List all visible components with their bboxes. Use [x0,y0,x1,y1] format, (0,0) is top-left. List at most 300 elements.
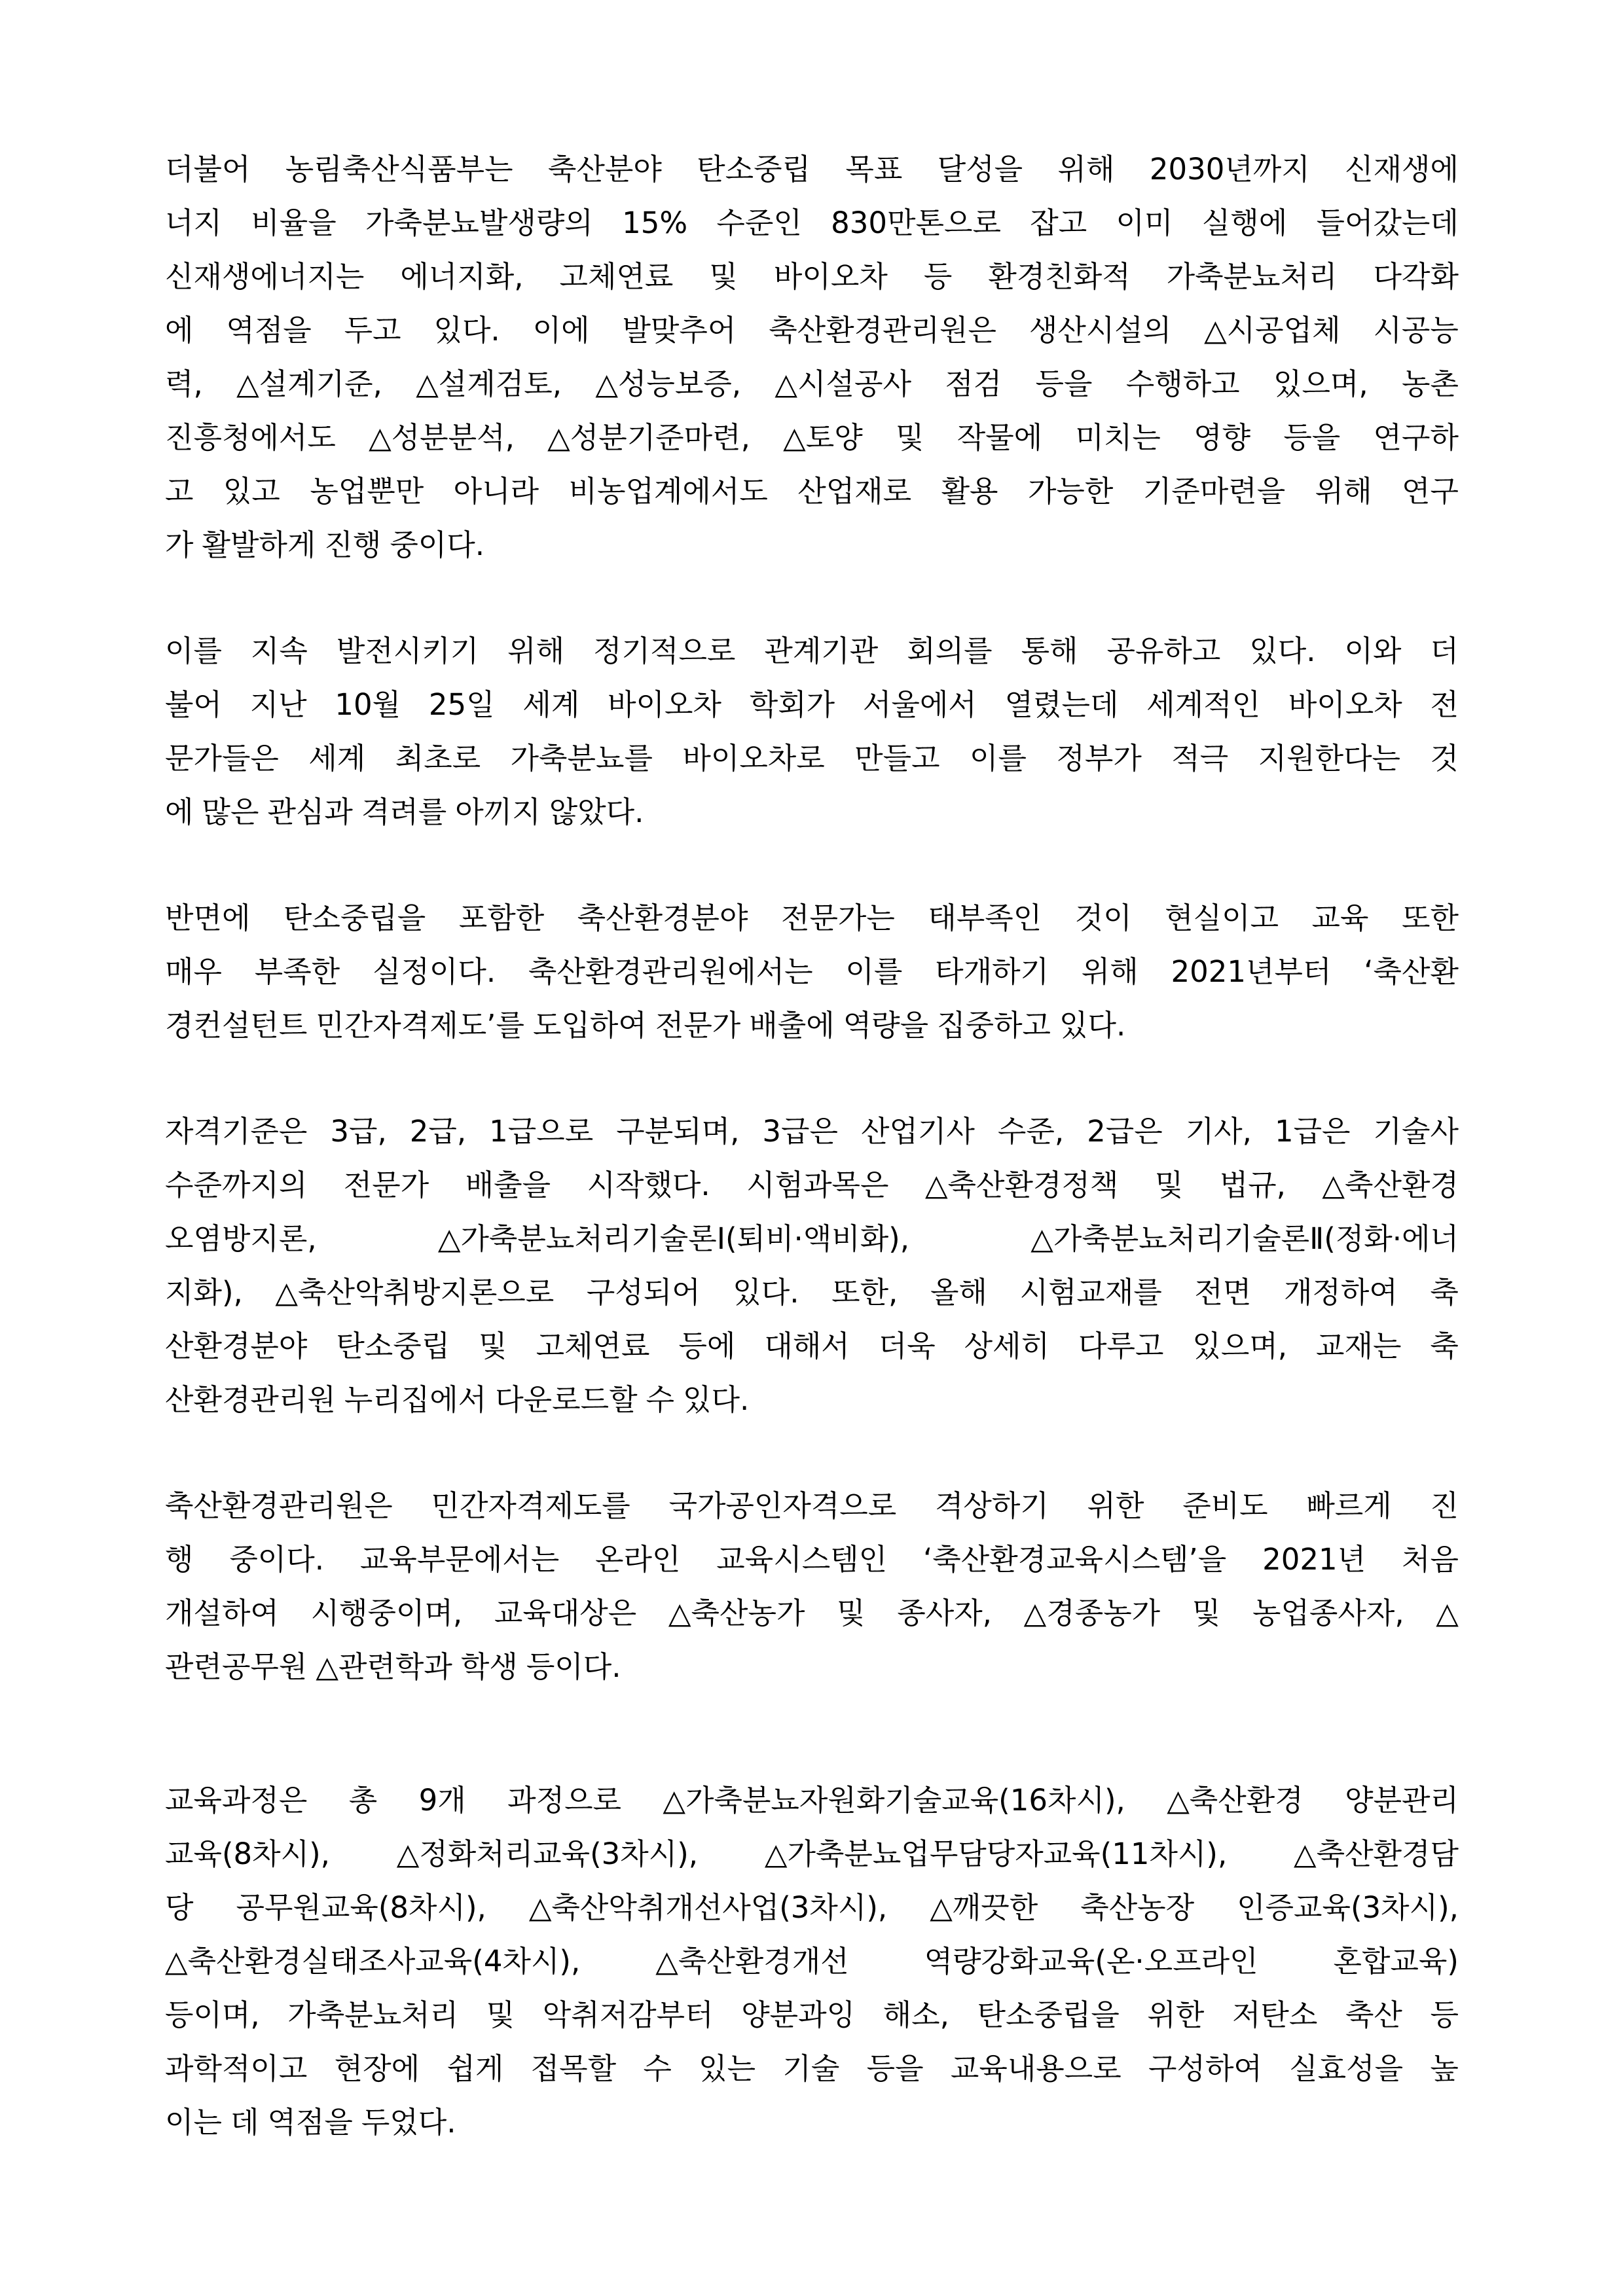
word: 에 [165,313,194,348]
word: 데 [230,2105,259,2140]
word: 부족한 [254,954,340,989]
word: 에너지화, [400,259,524,294]
word: 산업재로 [797,474,912,509]
word: 산환경관리원 [165,1382,336,1417]
word: 저탄소 [1231,1998,1318,2032]
word: 신재생에 [1345,152,1459,187]
text-line [165,1266,1459,1319]
word: 진 [1430,1488,1459,1523]
word: 이를 [165,634,222,668]
word: 대해서 [764,1329,850,1363]
word: 상세히 [964,1329,1050,1363]
paragraph-biochar-conference [165,624,1459,839]
word: △토양 [783,420,863,455]
text-line [165,304,1459,357]
word: 접목할 [530,2051,617,2086]
word: △ [1436,1596,1459,1630]
word: 미치는 [1075,420,1161,455]
word: 과학적이고 [165,2051,308,2086]
word: 비율을 [251,206,337,240]
word: 더욱 [878,1329,936,1363]
word: 목표 [845,152,903,187]
word: 및 [709,259,738,294]
text-line [165,2096,1459,2149]
word: 전문가 [343,1168,429,1202]
word: 더불어 [165,152,251,187]
text-line [165,196,1459,250]
word: 쉽게 [447,2051,504,2086]
word: 가축분뇨발생량의 [365,206,593,240]
word: 25일 [428,687,495,722]
word: 교육(8차시), [165,1837,330,1871]
word: 배출에 [749,1008,835,1043]
word: 교재는 [1316,1329,1402,1363]
word: △축산악취개선사업(3차시), [528,1890,888,1925]
word: 수 [643,2051,672,2086]
word: 2030년까지 [1149,152,1310,187]
word: 있다. [1059,1008,1126,1043]
word: 전문가 [655,1008,741,1043]
word: 있는 [699,2051,756,2086]
word: 이에 [532,313,590,348]
word: △깨끗한 [930,1890,1038,1925]
word: 수준인 [716,206,802,240]
word: 실행에 [1201,206,1288,240]
word: 축 [1430,1275,1459,1310]
text-line [165,2042,1459,2096]
word: 교육부문에서는 [359,1542,560,1577]
word: 더 [1430,634,1459,668]
word: 전문가는 [780,901,895,935]
word: 고 [165,474,194,509]
word: 축산 [1345,1998,1402,2032]
word: 교육대상은 [494,1596,637,1630]
word: 3급, [330,1114,387,1149]
word: 지화), [165,1275,243,1310]
word: 포함한 [458,901,545,935]
word: 경컨설턴트 [165,1008,308,1043]
word: 악취저감부터 [542,1998,714,2032]
word: 공무원교육(8차시), [236,1890,486,1925]
text-line [165,1587,1459,1640]
word: 관심과 [267,795,353,829]
word: 및 [486,1998,515,2032]
word: 아끼지 [455,795,541,829]
word: 기술사 [1373,1114,1459,1149]
word: 등이며, [165,1998,260,2032]
word: 탄소중립을 [977,1998,1120,2032]
text-line [165,732,1459,785]
word: 위한 [1147,1998,1205,2032]
word: 등 [1430,1998,1459,2032]
word: 점검 [945,367,1002,401]
word: 등을 [866,2051,924,2086]
word: 것 [1430,741,1459,776]
word: 가능한 [1027,474,1114,509]
word: △설계기준, [236,367,382,401]
word: ‘축산환 [1364,954,1459,989]
word: 격려를 [361,795,447,829]
word: 가축분뇨처리 [1166,259,1338,294]
word: 시공능 [1373,313,1459,348]
word: △시공업체 [1204,313,1341,348]
word: 해소, [883,1998,949,2032]
word: 통해 [1021,634,1078,668]
word: 진흥청에서도 [165,420,336,455]
word: 행 [165,1542,194,1577]
word: 빠르게 [1306,1488,1392,1523]
word: 이는 [165,2105,222,2140]
word: △성분기준마련, [547,420,750,455]
word: 축산환경관리원은 [165,1488,393,1523]
word: △가축분뇨자원화기술교육(16차시), [663,1783,1125,1818]
word: 이를 [845,954,903,989]
word: 축산환경관리원에서는 [528,954,813,989]
word: △경종농가 [1023,1596,1161,1630]
text-line [165,891,1459,945]
word: 작물에 [957,420,1043,455]
word: 및 [1154,1168,1184,1202]
word: 발맞추어 [622,313,737,348]
word: 열렸는데 [1004,687,1119,722]
word: 연구 [1402,474,1459,509]
word: 다운로드할 [495,1382,638,1417]
word: 배출을 [465,1168,551,1202]
word: △시설공사 [775,367,911,401]
word: 바이오차 [773,259,888,294]
word: 이와 [1344,634,1402,668]
word: 등에 [678,1329,736,1363]
word: 너지 [165,206,222,240]
word: 시작했다. [587,1168,710,1202]
word: 위해 [1057,152,1115,187]
word: 있다. [683,1382,750,1417]
word: 또한, [831,1275,898,1310]
word: 두고 [344,313,401,348]
word: 구분되며, [616,1114,740,1149]
word: 가축분뇨를 [510,741,653,776]
word: 등이다. [526,1649,621,1684]
word: 고체연료 [559,259,674,294]
word: 비농업계에서도 [568,474,768,509]
word: 세계적인 [1146,687,1261,722]
word: 구성하여 [1148,2051,1262,2086]
word: 교육과정은 [165,1783,308,1818]
word: 수 [646,1382,675,1417]
word: 바이오차 [1288,687,1402,722]
word: 양분과잉 [741,1998,856,2032]
word: 가축분뇨처리 [287,1998,459,2032]
word: 있고 [223,474,280,509]
word: 등을 [1283,420,1341,455]
word: 발전시키기 [336,634,479,668]
word: 있으며, [1273,367,1368,401]
word: △성능보증, [595,367,742,401]
word: 혼합교육) [1333,1944,1459,1979]
text-line [165,518,1459,572]
word: 반면에 [165,901,251,935]
text-line [165,1827,1459,1881]
paragraph-education-courses [165,1774,1459,2149]
word: 것이 [1074,901,1132,935]
word: 및 [837,1596,866,1630]
word: 기술 [782,2051,840,2086]
text-line [165,250,1459,304]
word: 2급은 [1087,1114,1163,1149]
word: 탄소중립을 [283,901,426,935]
text-line [165,1319,1459,1373]
word: 위한 [1087,1488,1144,1523]
word: 정기적으로 [593,634,736,668]
word: 에 [165,795,194,829]
word: 역점을 [226,313,312,348]
word: 않았다. [549,795,644,829]
paragraph-education-system [165,1479,1459,1694]
word: 지속 [250,634,308,668]
text-line [165,357,1459,411]
word: 국가공인자격으로 [668,1488,897,1523]
word: 있다. [733,1275,799,1310]
word: 정부가 [1056,741,1142,776]
word: 위해 [1315,474,1372,509]
word: 누리집에서 [344,1382,487,1417]
word: 축산분야 [547,152,662,187]
word: △축산환경개선 [655,1944,849,1979]
text-line [165,1479,1459,1533]
word: 시험교재를 [1019,1275,1162,1310]
word: 다각화 [1373,259,1459,294]
word: 산업기사 [860,1114,975,1149]
paragraph-biochar-policy [165,143,1459,572]
word: 집중하고 [937,1008,1051,1043]
word: △축산악취방지론으로 [275,1275,555,1310]
word: 시험과목은 [746,1168,889,1202]
word: △축산농가 [668,1596,805,1630]
word: 생산시설의 [1029,313,1172,348]
word: 세계 [308,741,366,776]
word: 두었다. [361,2105,456,2140]
word: △축산환경담 [1294,1837,1459,1871]
text-line [165,1373,1459,1427]
word: 총 [348,1783,378,1818]
word: 학회가 [749,687,835,722]
word: 연구하 [1373,420,1459,455]
word: △축산환경정책 [924,1168,1119,1202]
word: 자격기준은 [165,1114,308,1149]
text-line [165,143,1459,196]
word: 온라인 [595,1542,681,1577]
word: 축 [1430,1329,1459,1363]
word: 지난 [249,687,307,722]
text-line [165,1640,1459,1694]
document-page [165,143,1459,2149]
word: 력, [165,367,203,401]
word: ‘축산환경교육시스템’을 [922,1542,1227,1577]
word: 진행 [324,528,382,562]
text-line [165,411,1459,465]
word: 2021년 [1262,1542,1366,1577]
word: 공유하고 [1106,634,1221,668]
word: 법규, [1219,1168,1286,1202]
word: 830만톤으로 [831,206,1001,240]
word: 전 [1430,687,1459,722]
word: 있으며, [1192,1329,1288,1363]
word: 축산환경분야 [577,901,748,935]
text-line [165,945,1459,999]
word: 서울에서 [862,687,977,722]
word: 활용 [941,474,998,509]
word: 들어갔는데 [1316,206,1459,240]
text-line [165,1935,1459,1988]
word: 역점을 [267,2105,353,2140]
text-line [165,624,1459,678]
word: 고체연료 [536,1329,650,1363]
word: 가 [165,528,194,562]
word: △관련학과 [316,1649,452,1684]
word: 구성되어 [586,1275,701,1310]
text-line [165,1774,1459,1827]
word: 준비도 [1182,1488,1268,1523]
word: 최초로 [395,741,481,776]
word: 세계 [522,687,580,722]
text-line [165,465,1459,518]
word: 있다. [1249,634,1316,668]
word: 위해 [1081,954,1139,989]
word: 활발하게 [202,528,316,562]
word: 탄소중립 [336,1329,450,1363]
word: 다루고 [1078,1329,1164,1363]
word: 높 [1430,2051,1459,2086]
word: △축산환경 [1322,1168,1459,1202]
word: 회의를 [907,634,993,668]
word: 등을 [1035,367,1093,401]
word: 10월 [335,687,401,722]
word: 농촌 [1402,367,1459,401]
word: 현실이고 [1165,901,1279,935]
word: 교육내용으로 [950,2051,1122,2086]
word: △축산환경 [1167,1783,1304,1818]
paragraph-certification-grades [165,1105,1459,1427]
word: 인증교육(3차시), [1237,1890,1459,1925]
word: 태부족인 [928,901,1042,935]
word: 등 [923,259,953,294]
word: 15% [622,206,688,240]
text-line [165,678,1459,732]
word: 기사, [1185,1114,1252,1149]
word: 바이오차로 [682,741,825,776]
word: 바이오차 [608,687,721,722]
word: 매우 [165,954,222,989]
word: 올해 [930,1275,987,1310]
word: 환경친화적 [988,259,1131,294]
word: 수준까지의 [165,1168,308,1202]
word: △설계검토, [416,367,562,401]
word: 많은 [202,795,259,829]
word: △축산환경실태조사교육(4차시), [165,1944,581,1979]
word: 및 [1192,1596,1221,1630]
word: 9개 [418,1783,466,1818]
word: 3급은 [762,1114,838,1149]
text-line [165,1988,1459,2042]
word: 영향 [1194,420,1251,455]
text-line [165,785,1459,839]
word: 잡고 [1030,206,1087,240]
text-line [165,999,1459,1052]
word: 타개하기 [935,954,1049,989]
word: 관계기관 [764,634,879,668]
word: 기준마련을 [1142,474,1286,509]
word: 격상하기 [934,1488,1049,1523]
word: 민간자격제도를 [431,1488,630,1523]
word: 민간자격제도’를 [316,1008,524,1043]
word: 지원한다는 [1258,741,1401,776]
word: 만들고 [854,741,940,776]
word: 농업종사자, [1252,1596,1404,1630]
word: 수준, [997,1114,1065,1149]
text-line [165,1158,1459,1212]
word: 달성을 [937,152,1023,187]
word: 농업뿐만 [310,474,424,509]
word: 실정이다. [372,954,496,989]
word: 오염방지론, [165,1221,317,1256]
word: 이미 [1116,206,1173,240]
word: 종사자, [897,1596,992,1630]
word: 관련공무원 [165,1649,308,1684]
text-line [165,1212,1459,1266]
word: 중이다. [229,1542,325,1577]
word: 역량을 [843,1008,929,1043]
word: 불어 [165,687,222,722]
word: 수행하고 [1125,367,1240,401]
word: 이를 [970,741,1027,776]
text-line [165,1533,1459,1587]
word: 1급은 [1274,1114,1351,1149]
word: 도입하여 [532,1008,647,1043]
word: 신재생에너지는 [165,259,365,294]
word: 산환경분야 [165,1329,308,1363]
word: 교육시스템인 [716,1542,888,1577]
word: 농림축산식품부는 [285,152,513,187]
word: 또한 [1401,901,1459,935]
word: 양분관리 [1345,1783,1459,1818]
word: 적극 [1171,741,1229,776]
paragraph-expert-shortage [165,891,1459,1052]
word: 중이다. [390,528,485,562]
word: 교육 [1311,901,1369,935]
word: 2급, [409,1114,467,1149]
word: 실효성을 [1289,2051,1404,2086]
word: 및 [895,420,924,455]
word: △성분분석, [369,420,515,455]
word: 시행중이며, [310,1596,463,1630]
word: 전면 [1194,1275,1252,1310]
word: 축산농장 [1080,1890,1195,1925]
word: 위해 [507,634,565,668]
word: 학생 [460,1649,518,1684]
word: 개설하여 [165,1596,279,1630]
word: 역량강화교육(온·오프라인 [924,1944,1258,1979]
word: △정화처리교육(3차시), [396,1837,699,1871]
word: 축산환경관리원은 [769,313,996,348]
word: 당 [165,1890,194,1925]
word: △가축분뇨업무담당자교육(11차시), [764,1837,1228,1871]
word: 있다. [433,313,500,348]
word: 및 [479,1329,507,1363]
word: 처음 [1401,1542,1459,1577]
word: 문가들은 [165,741,279,776]
word: 2021년부터 [1171,954,1332,989]
text-line [165,1105,1459,1158]
